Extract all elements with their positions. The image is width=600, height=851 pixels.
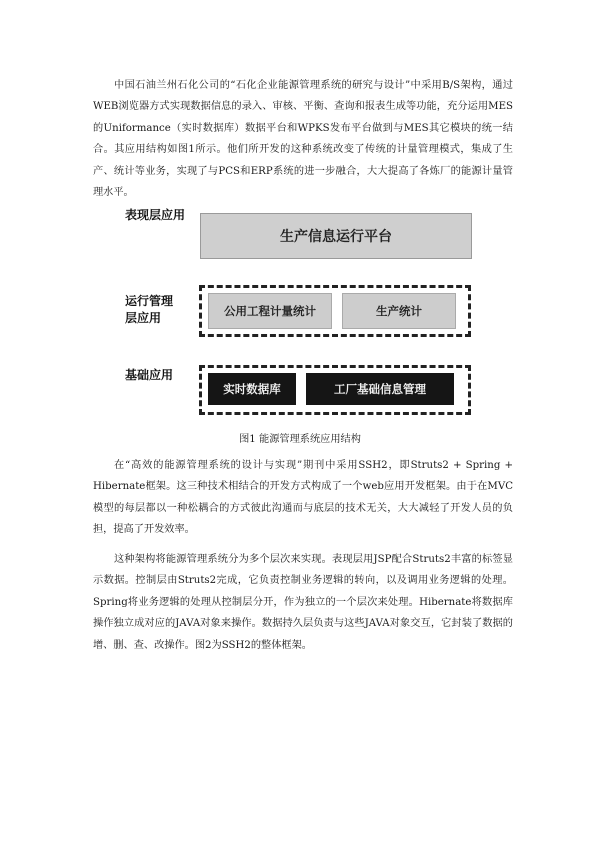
layer-label-presentation: 表现层应用 <box>125 208 186 222</box>
factory-info-box: 工厂基础信息管理 <box>306 373 454 405</box>
utility-stats-box: 公用工程计量统计 <box>208 293 332 329</box>
paragraph-1: 中国石油兰州石化公司的“石化企业能源管理系统的研究与设计”中采用B/S架构，通过WEB浏览器方式实现数据信息的录入、审核、平衡、查询和报表生成等功能，充分运用MES的Uniformance（实时数据库）数据平台和WPKS发布平台做到与MES其它模块的统一结合。其应用结构如图1所示。他们所开发的这种系统改变了传统的计量管理模式，集成了生产、统计等业务，实现了与PCS和ERP系统的进一步融合，大大提高了各炼厂的能源计量管理水平。 <box>93 80 513 199</box>
realtime-db-box: 实时数据库 <box>208 373 296 405</box>
platform-box: 生产信息运行平台 <box>200 213 472 259</box>
figure-caption: 图1 能源管理系统应用结构 <box>239 434 361 445</box>
architecture-figure <box>125 205 480 417</box>
runtime-layer-frame <box>199 285 471 337</box>
base-layer-frame <box>199 365 471 415</box>
paragraph-3: 这种架构将能源管理系统分为多个层次来实现。表现层用JSP配合Struts2丰富的标签显示数据。控制层由Struts2完成，它负责控制业务逻辑的转向，以及调用业务逻辑的处理。Spring将业务逻辑的处理从控制层分开，作为独立的一个层次来处理。Hibernate将数据库操作独立成对应的JAVA对象来操作。数据持久层负责与这些JAVA对象交互，它封装了数据的增、删、查、改操作。图2为SSH2的整体框架。 <box>93 554 513 651</box>
production-stats-box: 生产统计 <box>342 293 456 329</box>
layer-label-base: 基础应用 <box>125 368 174 382</box>
paragraph-2: 在“高效的能源管理系统的设计与实现”期刊中采用SSH2，即Struts2 + Spring + Hibernate框架。这三种技术相结合的开发方式构成了一个web应用开发框架。由于在MVC模型的每层都以一种松耦合的方式彼此沟通而与底层的技术无关，大大减轻了开发人员的负担，提高了开发效率。 <box>93 460 513 536</box>
layer-label-runtime: 运行管理层应用 <box>125 294 174 325</box>
